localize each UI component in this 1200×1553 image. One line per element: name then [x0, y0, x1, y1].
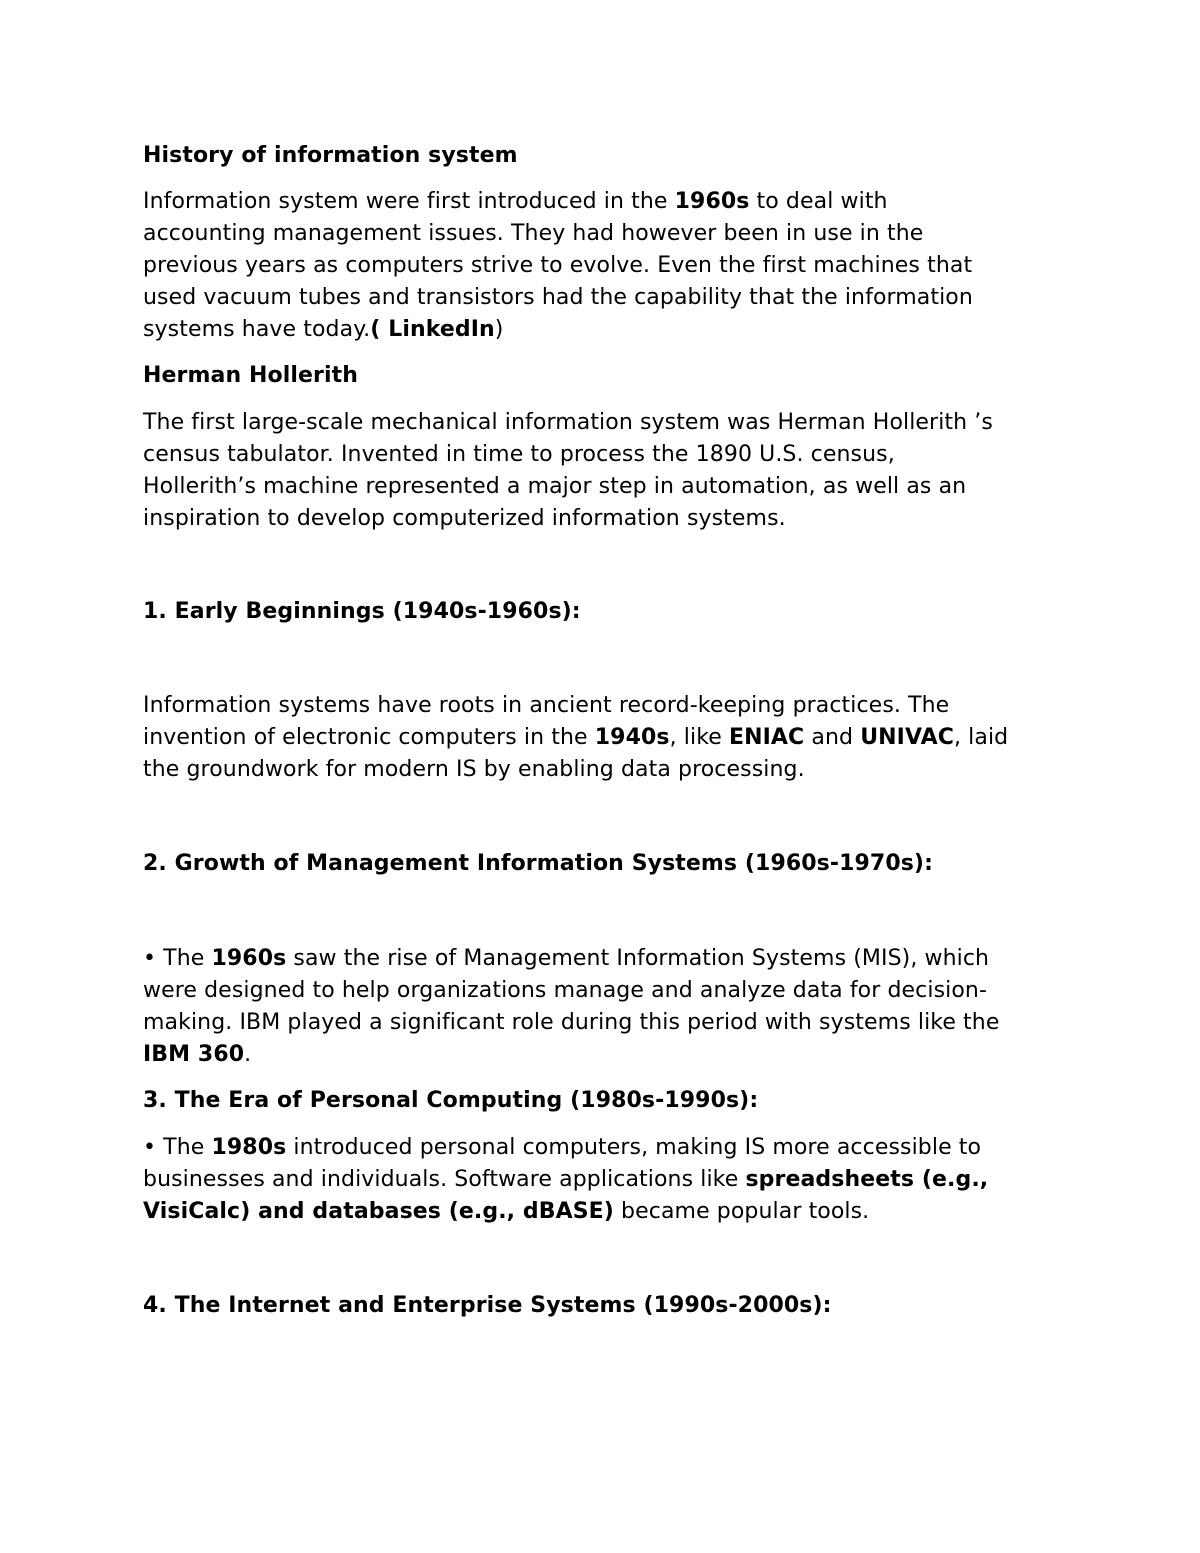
- section1-line-3: the groundwork for modern IS by enabling data processing.: [143, 757, 805, 782]
- hollerith-line-2: census tabulator. Invented in time to process the 1890 U.S. census,: [143, 442, 895, 467]
- hollerith-heading: Herman Hollerith: [143, 363, 358, 388]
- section4-heading: 4. The Internet and Enterprise Systems (1990s-2000s):: [143, 1293, 832, 1318]
- intro-line-4: used vacuum tubes and transistors had the capability that the information: [143, 285, 973, 310]
- hollerith-line-4: inspiration to develop computerized information systems.: [143, 506, 786, 531]
- intro-line-2: accounting management issues. They had however been in use in the: [143, 221, 924, 246]
- intro-line-5: systems have today.( LinkedIn): [143, 317, 504, 342]
- section2-line-2: were designed to help organizations manage and analyze data for decision-: [143, 978, 988, 1003]
- section3-line-2: businesses and individuals. Software applications like spreadsheets (e.g.,: [143, 1167, 989, 1192]
- section2-line-1: • The 1960s saw the rise of Management Information Systems (MIS), which: [143, 946, 990, 971]
- section1-heading: 1. Early Beginnings (1940s-1960s):: [143, 599, 581, 624]
- intro-line-3: previous years as computers strive to evolve. Even the first machines that: [143, 253, 973, 278]
- section3-heading: 3. The Era of Personal Computing (1980s-1990s):: [143, 1088, 759, 1113]
- section2-heading: 2. Growth of Management Information Systems (1960s-1970s):: [143, 851, 933, 876]
- section2-line-3: making. IBM played a significant role during this period with systems like the: [143, 1010, 1000, 1035]
- hollerith-line-3: Hollerith’s machine represented a major step in automation, as well as an: [143, 474, 967, 499]
- section2-line-4: IBM 360.: [143, 1042, 252, 1067]
- section1-line-2: invention of electronic computers in the 1940s, like ENIAC and UNIVAC, laid: [143, 725, 1009, 750]
- section3-line-1: • The 1980s introduced personal computers, making IS more accessible to: [143, 1135, 982, 1160]
- hollerith-line-1: The first large-scale mechanical information system was Herman Hollerith ’s: [143, 410, 993, 435]
- section3-line-3: VisiCalc) and databases (e.g., dBASE) became popular tools.: [143, 1199, 870, 1224]
- section1-line-1: Information systems have roots in ancient record-keeping practices. The: [143, 693, 950, 718]
- document-title: History of information system: [143, 143, 518, 168]
- intro-line-1: Information system were first introduced in the 1960s to deal with: [143, 189, 888, 214]
